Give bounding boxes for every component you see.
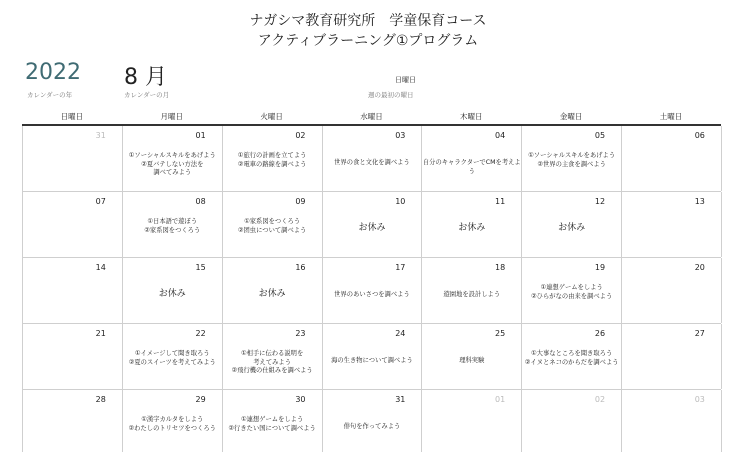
day-number: 31 (95, 131, 106, 140)
day-number: 04 (495, 131, 506, 140)
day-number: 17 (395, 263, 406, 272)
program-note: ①旅行の計画を立てよう ②電車の路線を調べよう (237, 152, 307, 168)
day-number: 13 (694, 197, 705, 206)
calendar-day-cell (422, 258, 522, 323)
day-number: 09 (295, 197, 306, 206)
day-number: 03 (694, 395, 705, 404)
calendar-day-cell (522, 324, 622, 389)
program-note: 理科実験 (459, 357, 485, 364)
calendar-week (23, 324, 721, 390)
program-note: ①ソーシャルスキルをあげよう ②夏バテしない方法を 調べてみよう (128, 152, 216, 176)
calendar-day-cell (422, 192, 522, 257)
day-number: 02 (295, 131, 306, 140)
calendar (22, 110, 721, 452)
week-start-day: 日曜日 (395, 76, 416, 84)
holiday-label: お休み (558, 223, 586, 233)
calendar-month-caption: カレンダーの月 (124, 91, 170, 99)
day-number: 12 (594, 197, 606, 206)
holiday-label: お休み (158, 289, 186, 299)
day-number: 11 (495, 197, 506, 206)
calendar-day-cell (123, 258, 223, 323)
calendar-day-cell (323, 258, 423, 323)
calendar-week (23, 258, 721, 324)
calendar-day-cell (622, 192, 722, 257)
weekday-wednesday: 水曜日 (360, 112, 383, 121)
day-number: 25 (495, 329, 506, 338)
day-number: 06 (694, 131, 705, 140)
calendar-day-cell (422, 324, 522, 389)
day-number: 07 (95, 197, 106, 206)
day-number: 08 (195, 197, 206, 206)
calendar-day-cell (522, 126, 622, 191)
weekday-tuesday: 火曜日 (260, 112, 283, 121)
calendar-day-cell (123, 192, 223, 257)
calendar-day-cell (123, 126, 223, 191)
calendar-day-cell (23, 192, 123, 257)
calendar-day-cell (622, 126, 722, 191)
program-note: 世界の食と文化を調べよう (334, 159, 410, 166)
calendar-day-cell (223, 258, 323, 323)
holiday-label: お休み (258, 289, 286, 299)
program-note: 自分のキャラクターでCMを考えよう (422, 159, 521, 175)
program-note: 俳句を作ってみよう (343, 423, 401, 430)
calendar-day-cell (23, 126, 123, 191)
program-note: ①ソーシャルスキルをあげよう ②世界の主食を調べよう (528, 152, 616, 168)
program-note: ①漢字カルタをしよう ②わたしのトリセツをつくろう (128, 416, 216, 432)
calendar-day-cell (123, 390, 223, 452)
calendar-day-cell (23, 258, 123, 323)
page-title: ナガシマ教育研究所 学童保育コース (249, 13, 487, 29)
calendar-day-cell (622, 258, 722, 323)
calendar-day-cell (323, 390, 423, 452)
program-note: ①家系図をつくろう ②团虫について調べよう (237, 218, 307, 234)
calendar-year: 2022 (25, 60, 81, 85)
calendar-day-cell (522, 258, 622, 323)
calendar-week (23, 192, 721, 258)
page-subtitle: アクティブラーニング①プログラム (257, 33, 479, 49)
calendar-day-cell (422, 126, 522, 191)
day-number: 05 (594, 131, 606, 140)
calendar-day-cell (223, 324, 323, 389)
calendar-day-cell (223, 390, 323, 452)
day-number: 03 (395, 131, 406, 140)
program-note: ①イメージして聞き取ろう ②夏のスイーツを考えてみよう (128, 350, 216, 366)
day-number: 14 (95, 263, 106, 272)
calendar-day-cell (522, 390, 622, 452)
day-number: 10 (395, 197, 406, 206)
weekday-friday: 金曜日 (559, 112, 583, 121)
weekday-monday: 月曜日 (160, 112, 184, 121)
calendar-grid (22, 126, 721, 452)
calendar-day-cell (522, 192, 622, 257)
day-number: 22 (195, 329, 206, 338)
calendar-day-cell (23, 324, 123, 389)
day-number: 26 (594, 329, 606, 338)
program-note: 海の生き物について調べよう (331, 357, 413, 364)
weekday-saturday: 土曜日 (659, 112, 683, 121)
program-note: ①相手に伝わる説明を 考えてみよう ②飛行機の仕組みを調べよう (231, 350, 313, 374)
day-number: 31 (395, 395, 406, 404)
day-number: 18 (495, 263, 506, 272)
program-note: 世界のあいさつを調べよう (334, 291, 410, 298)
day-number: 15 (195, 263, 206, 272)
day-number: 01 (195, 131, 206, 140)
weekday-thursday: 木曜日 (460, 112, 483, 121)
program-note: 遊園地を設計しよう (443, 291, 501, 298)
calendar-day-cell (123, 324, 223, 389)
program-note: ①大事なところを聞き取ろう ②イヌとネコのからだを調べよう (524, 350, 619, 366)
day-number: 21 (95, 329, 106, 338)
weekday-header (22, 110, 721, 126)
calendar-week (23, 126, 721, 192)
calendar-day-cell (23, 390, 123, 452)
program-note: ①連想ゲームをしよう ②行きたい国について調べよう (228, 416, 316, 432)
day-number: 27 (694, 329, 705, 338)
calendar-day-cell (323, 126, 423, 191)
day-number: 23 (295, 329, 306, 338)
calendar-year-caption: カレンダーの年 (27, 91, 73, 99)
calendar-day-cell (323, 324, 423, 389)
calendar-day-cell (223, 192, 323, 257)
day-number: 02 (594, 395, 606, 404)
day-number: 30 (295, 395, 306, 404)
day-number: 20 (694, 263, 705, 272)
day-number: 24 (395, 329, 406, 338)
day-number: 01 (495, 395, 506, 404)
calendar-day-cell (622, 390, 722, 452)
calendar-month: 8 月 (124, 65, 167, 90)
calendar-day-cell (323, 192, 423, 257)
weekday-sunday: 日曜日 (60, 112, 84, 121)
day-number: 28 (95, 395, 106, 404)
calendar-week (23, 390, 721, 452)
calendar-day-cell (422, 390, 522, 452)
calendar-day-cell (622, 324, 722, 389)
holiday-label: お休み (458, 223, 486, 233)
calendar-day-cell (223, 126, 323, 191)
holiday-label: お休み (358, 223, 386, 233)
day-number: 29 (195, 395, 206, 404)
day-number: 19 (594, 263, 606, 272)
week-start-caption: 週の最初の曜日 (368, 91, 414, 99)
day-number: 16 (295, 263, 306, 272)
program-note: ①連想ゲームをしよう ②ひらがなの由来を調べよう (531, 284, 613, 300)
program-note: ①日本語で遊ぼう ②家系図をつくろう (144, 218, 201, 234)
